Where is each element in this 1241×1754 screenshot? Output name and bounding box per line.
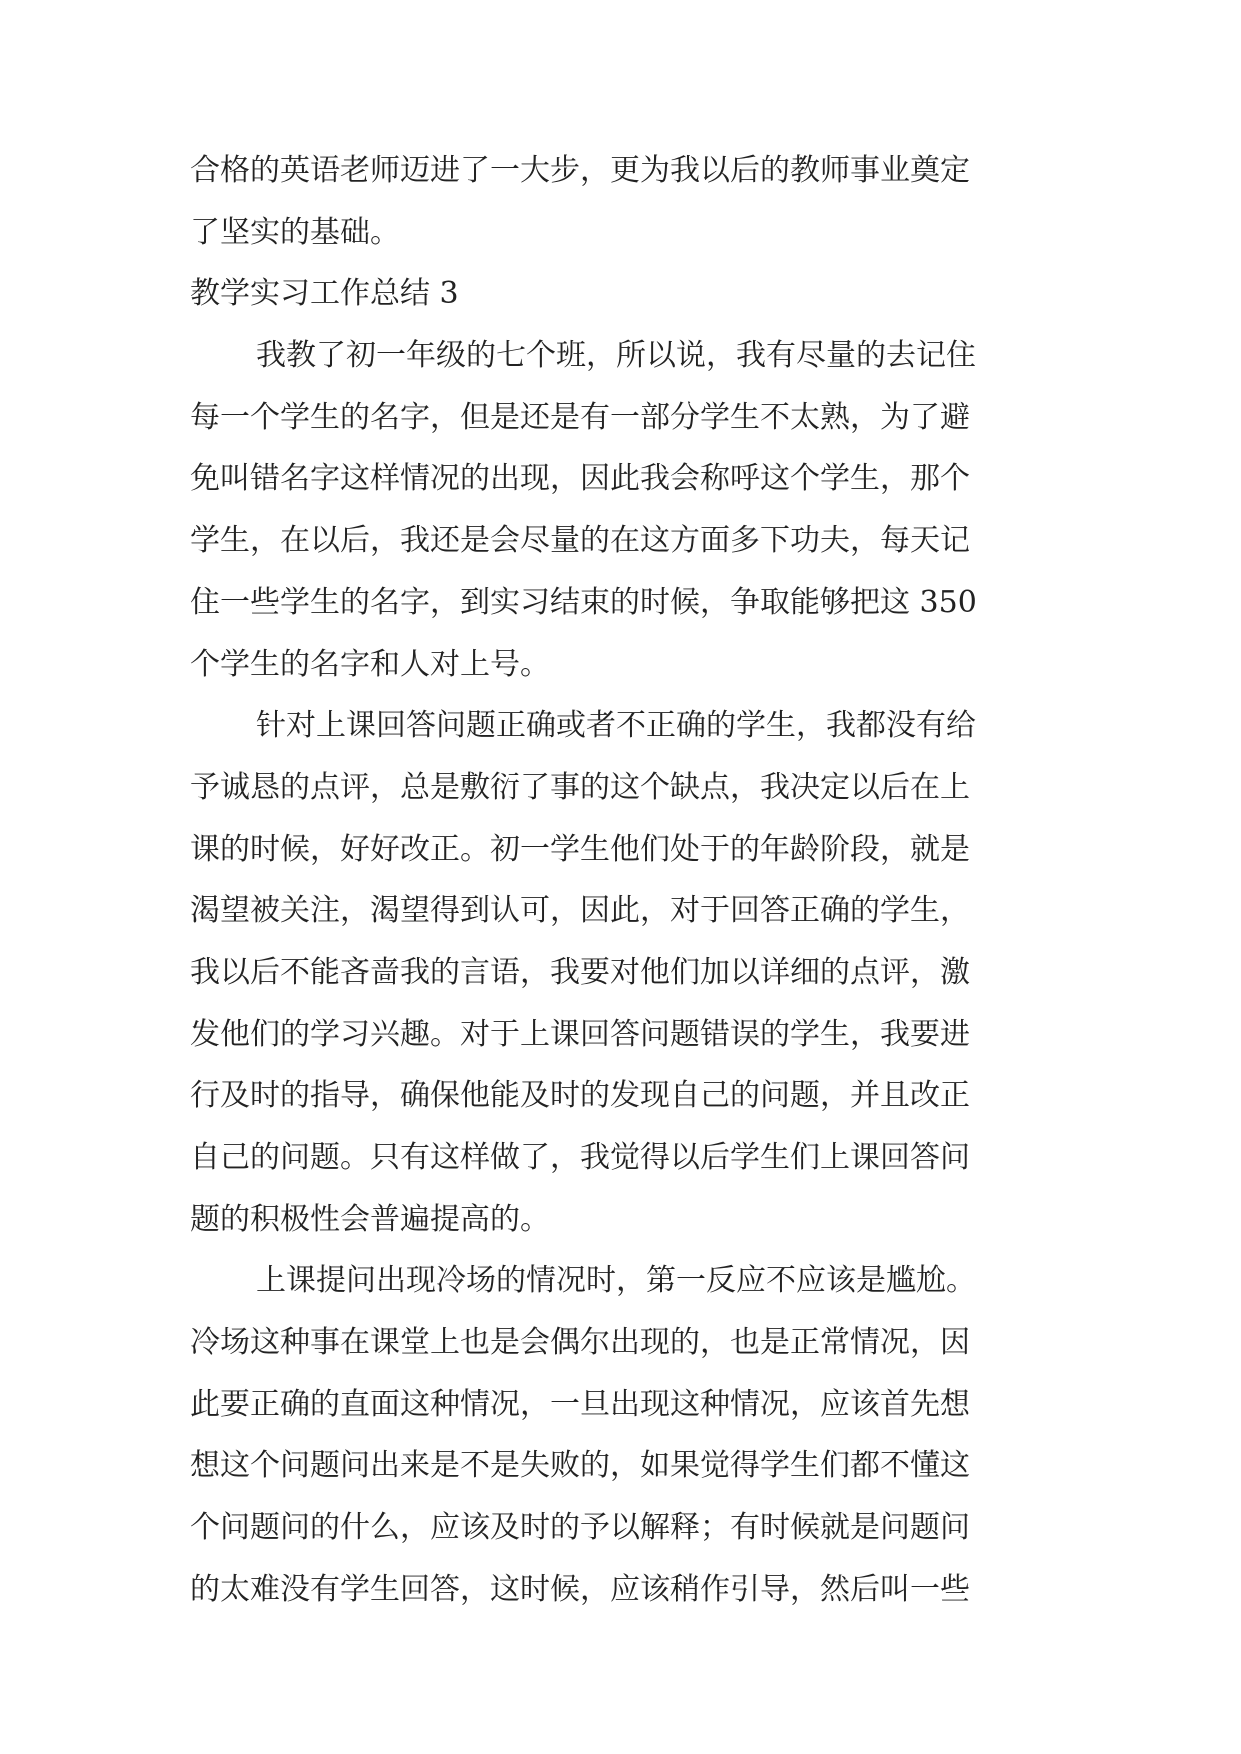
text-line: 冷场这种事在课堂上也是会偶尔出现的，也是正常情况，因 [190,1325,970,1361]
text-line: 针对上课回答问题正确或者不正确的学生，我都没有给 [256,708,976,744]
text-line: 予诚恳的点评，总是敷衍了事的这个缺点，我决定以后在上 [190,769,970,805]
text-line: 我以后不能吝啬我的言语，我要对他们加以详细的点评，激 [190,954,970,990]
text-line: 了坚实的基础。 [190,214,400,250]
text-line: 想这个问题问出来是不是失败的，如果觉得学生们都不懂这 [190,1448,970,1484]
text-line: 行及时的指导，确保他能及时的发现自己的问题，并且改正 [190,1078,970,1114]
text-line: 免叫错名字这样情况的出现，因此我会称呼这个学生，那个 [190,461,970,497]
text-line: 题的积极性会普遍提高的。 [190,1201,550,1237]
text-line: 发他们的学习兴趣。对于上课回答问题错误的学生，我要进 [190,1016,970,1052]
text-line: 个学生的名字和人对上号。 [190,646,550,682]
text-line: 合格的英语老师迈进了一大步，更为我以后的教师事业奠定 [190,153,970,188]
section-heading: 教学实习工作总结 3 [190,276,459,312]
text-line: 住一些学生的名字，到实习结束的时候，争取能够把这 350 [190,584,977,620]
text-line: 自己的问题。只有这样做了，我觉得以后学生们上课回答问 [190,1140,970,1175]
text-line: 此要正确的直面这种情况，一旦出现这种情况，应该首先想 [190,1386,970,1422]
text-line: 渴望被关注，渴望得到认可，因此，对于回答正确的学生， [190,893,970,929]
text-line: 课的时候，好好改正。初一学生他们处于的年龄阶段，就是 [190,831,970,867]
text-line: 个问题问的什么，应该及时的予以解释；有时候就是问题问 [190,1510,970,1546]
text-line: 的太难没有学生回答，这时候，应该稍作引导，然后叫一些 [190,1571,970,1607]
text-line: 学生，在以后，我还是会尽量的在这方面多下功夫，每天记 [190,523,970,559]
text-line: 我教了初一年级的七个班，所以说，我有尽量的去记住 [256,338,976,374]
text-line: 上课提问出现冷场的情况时，第一反应不应该是尴尬。 [256,1263,976,1299]
text-line: 每一个学生的名字，但是还是有一部分学生不太熟，为了避 [190,399,970,435]
document-body [190,140,1070,1621]
